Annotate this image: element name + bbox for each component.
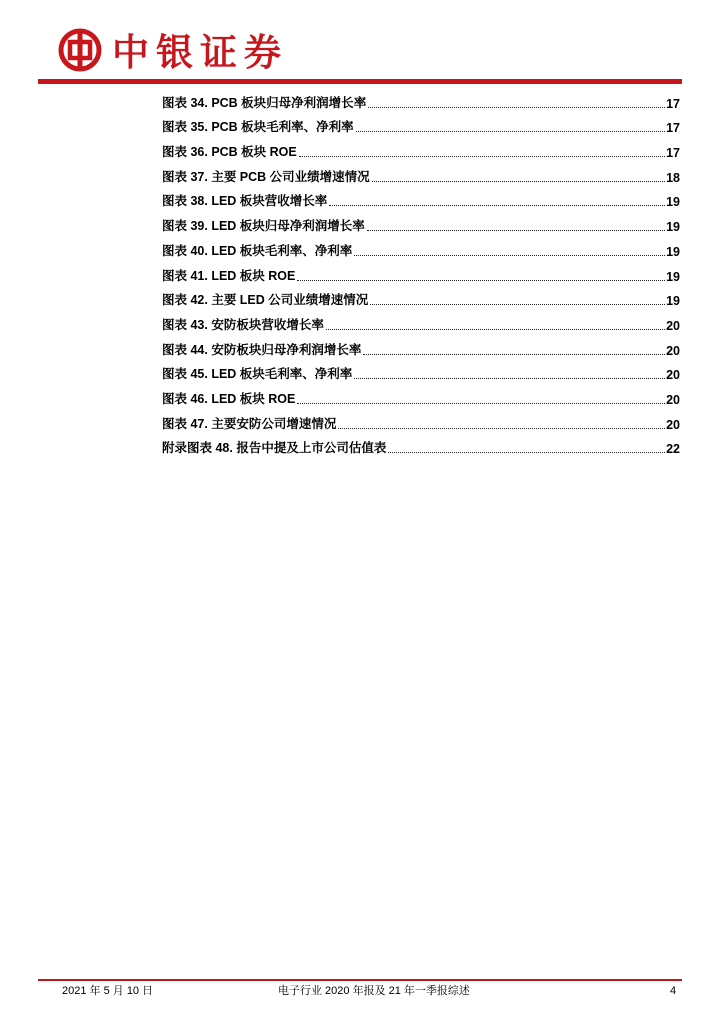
- toc-entry[interactable]: [162, 111, 680, 136]
- toc-entry[interactable]: [162, 382, 680, 407]
- toc-entry-label: 图表 35. PCB 板块毛利率、净利率: [162, 120, 354, 135]
- toc-entry[interactable]: [162, 284, 680, 309]
- bank-of-china-emblem-icon: [58, 28, 102, 72]
- toc-entry-page: 19: [666, 220, 680, 235]
- page-number: 4: [670, 985, 677, 997]
- toc-entry-label: 图表 41. LED 板块 ROE: [162, 268, 296, 283]
- dot-leader: [338, 428, 665, 429]
- toc-entry-page: 17: [666, 96, 680, 111]
- toc-entry-label: 图表 36. PCB 板块 ROE: [162, 145, 297, 160]
- toc-entry-page: 17: [666, 121, 680, 136]
- toc-entry-label: 附录图表 48. 报告中提及上市公司估值表: [162, 441, 387, 456]
- brand-name: 中银证券: [112, 30, 288, 74]
- toc-entry-page: 17: [666, 146, 680, 161]
- dot-leader: [363, 354, 665, 355]
- toc-entry-label: 图表 40. LED 板块毛利率、净利率: [162, 243, 353, 258]
- toc-entry[interactable]: [162, 86, 680, 111]
- toc-entry-label: 图表 46. LED 板块 ROE: [162, 391, 296, 406]
- dot-leader: [326, 329, 665, 330]
- toc-entry-label: 图表 45. LED 板块毛利率、净利率: [162, 367, 353, 382]
- toc-entry[interactable]: [162, 358, 680, 383]
- toc-entry-page: 18: [666, 170, 680, 185]
- figure-list: [162, 86, 680, 456]
- toc-entry-label: 图表 34. PCB 板块归母净利润增长率: [162, 95, 367, 110]
- toc-entry-label: 图表 44. 安防板块归母净利润增长率: [162, 342, 362, 357]
- footer-date: 2021 年 5 月 10 日: [62, 985, 154, 997]
- toc-entry-label: 图表 38. LED 板块营收增长率: [162, 194, 328, 209]
- toc-entry[interactable]: [162, 160, 680, 185]
- toc-entry-label: 图表 43. 安防板块营收增长率: [162, 317, 324, 332]
- footer-title: 电子行业 2020 年报及 21 年一季报综述: [278, 985, 470, 997]
- toc-entry-page: 19: [666, 269, 680, 284]
- toc-entry[interactable]: [162, 234, 680, 259]
- toc-entry[interactable]: [162, 308, 680, 333]
- dot-leader: [370, 304, 665, 305]
- toc-entry-label: 图表 37. 主要 PCB 公司业绩增速情况: [162, 169, 370, 184]
- toc-entry-page: 19: [666, 195, 680, 210]
- toc-entry[interactable]: [162, 135, 680, 160]
- dot-leader: [367, 230, 665, 231]
- toc-entry[interactable]: [162, 432, 680, 457]
- dot-leader: [297, 403, 665, 404]
- header-divider: [38, 79, 682, 84]
- toc-entry-label: 图表 42. 主要 LED 公司业绩增速情况: [162, 293, 369, 308]
- page-header: [0, 0, 724, 90]
- toc-entry-page: 20: [666, 417, 680, 432]
- dot-leader: [356, 131, 665, 132]
- toc-entry[interactable]: [162, 407, 680, 432]
- dot-leader: [354, 378, 665, 379]
- toc-entry[interactable]: [162, 185, 680, 210]
- toc-entry-label: 图表 47. 主要安防公司增速情况: [162, 416, 337, 431]
- toc-entry-page: 20: [666, 392, 680, 407]
- dot-leader: [388, 452, 665, 453]
- dot-leader: [299, 156, 665, 157]
- toc-entry-page: 22: [666, 442, 680, 457]
- toc-entry-page: 20: [666, 368, 680, 383]
- toc-entry-page: 19: [666, 244, 680, 259]
- toc-entry-page: 20: [666, 343, 680, 358]
- dot-leader: [372, 181, 665, 182]
- toc-entry-page: 20: [666, 318, 680, 333]
- dot-leader: [368, 107, 665, 108]
- toc-entry[interactable]: [162, 333, 680, 358]
- dot-leader: [329, 205, 665, 206]
- toc-entry[interactable]: [162, 259, 680, 284]
- footer-divider: [38, 979, 682, 981]
- toc-entry-page: 19: [666, 294, 680, 309]
- toc-entry[interactable]: [162, 209, 680, 234]
- dot-leader: [297, 280, 665, 281]
- dot-leader: [354, 255, 665, 256]
- toc-entry-label: 图表 39. LED 板块归母净利润增长率: [162, 219, 365, 234]
